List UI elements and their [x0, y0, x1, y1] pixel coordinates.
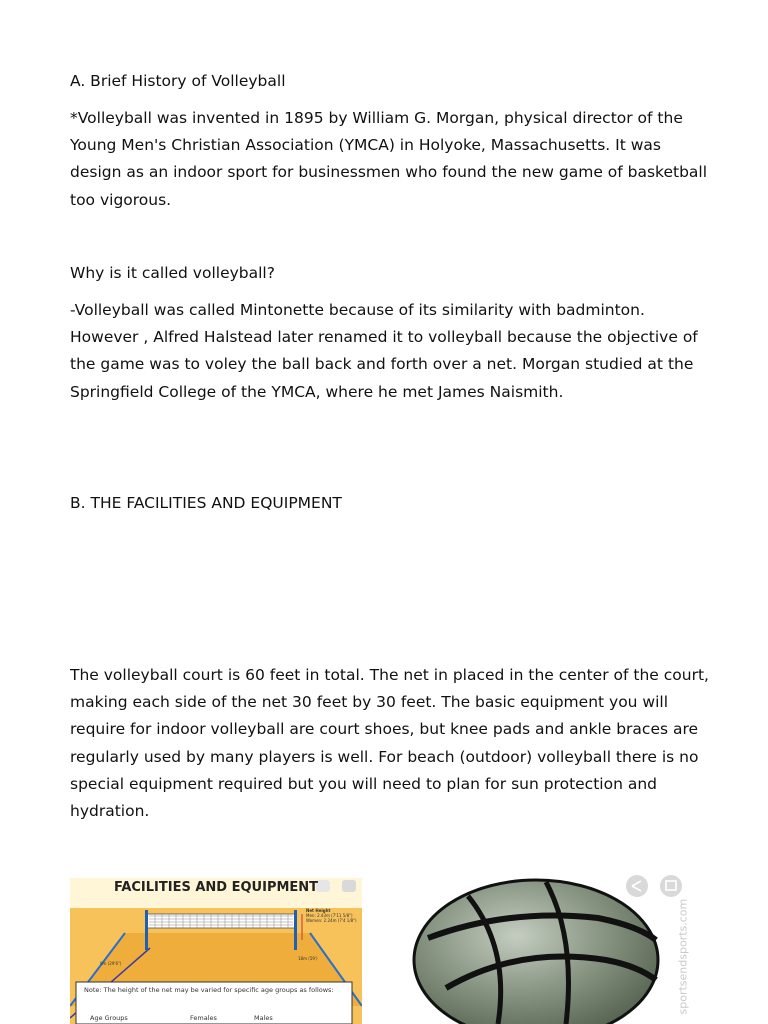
watermark-text: sportsendsports.com — [676, 898, 690, 1015]
why-called-question: Why is it called volleyball? — [70, 264, 275, 282]
net-pole-right — [294, 910, 297, 950]
net-height-label: Net Height — [306, 908, 331, 913]
name-origin-paragraph: -Volleyball was called Mintonette because of its similarity with badminton. However , Alfred Halstead later renamed it to volleyball because the objective of the game was to voley the ball back and forth over a net. Morgan studied at the Springfield College of the YMCA, where he met James Naismith. — [70, 301, 698, 401]
court-width-label: 9m (29'6") — [100, 961, 122, 966]
note-text: Note: The height of the net may be varied for specific age groups as follows: — [84, 986, 334, 994]
court-diagram — [70, 878, 362, 1024]
col-age-groups: Age Groups — [90, 1014, 128, 1022]
net-pole-left — [145, 910, 148, 950]
facilities-paragraph: The volleyball court is 60 feet in total. The net in placed in the center of the court, making each side of the net 30 feet by 30 feet. The basic equipment you will require for indoor volleyball are court shoes, but knee pads and ankle braces are regularly used by many players is well. For beach (outdoor) volleyball there is no special equipment required but you will need to plan for sun protection and hydration. — [70, 666, 709, 821]
diagram-title: FACILITIES AND EQUIPMENT — [113, 880, 319, 895]
history-paragraph: *Volleyball was invented in 1895 by William G. Morgan, physical director of the Young Men's Christian Association (YMCA) in Holyoke, Massachusetts. It was design as an indoor sport for businessmen who found the new game of basketball too vigorous. — [70, 109, 708, 209]
section-a-heading: A. Brief History of Volleyball — [70, 72, 286, 90]
net-height-women: Women: 2.24m (7'4 1/8") — [306, 918, 357, 923]
section-b-heading: B. THE FACILITIES AND EQUIPMENT — [70, 494, 342, 512]
volleyball-illustration — [398, 868, 698, 1024]
volleyball-image — [398, 868, 698, 1024]
court-length-label: 18m (59') — [298, 956, 318, 961]
court-diagram-image — [70, 878, 362, 1024]
net-height-men: Men: 2.43m (7'11 5/8") — [306, 913, 353, 918]
col-females: Females — [190, 1014, 217, 1022]
ball-body — [414, 880, 658, 1024]
share-icon — [626, 875, 648, 897]
col-males: Males — [254, 1014, 273, 1022]
